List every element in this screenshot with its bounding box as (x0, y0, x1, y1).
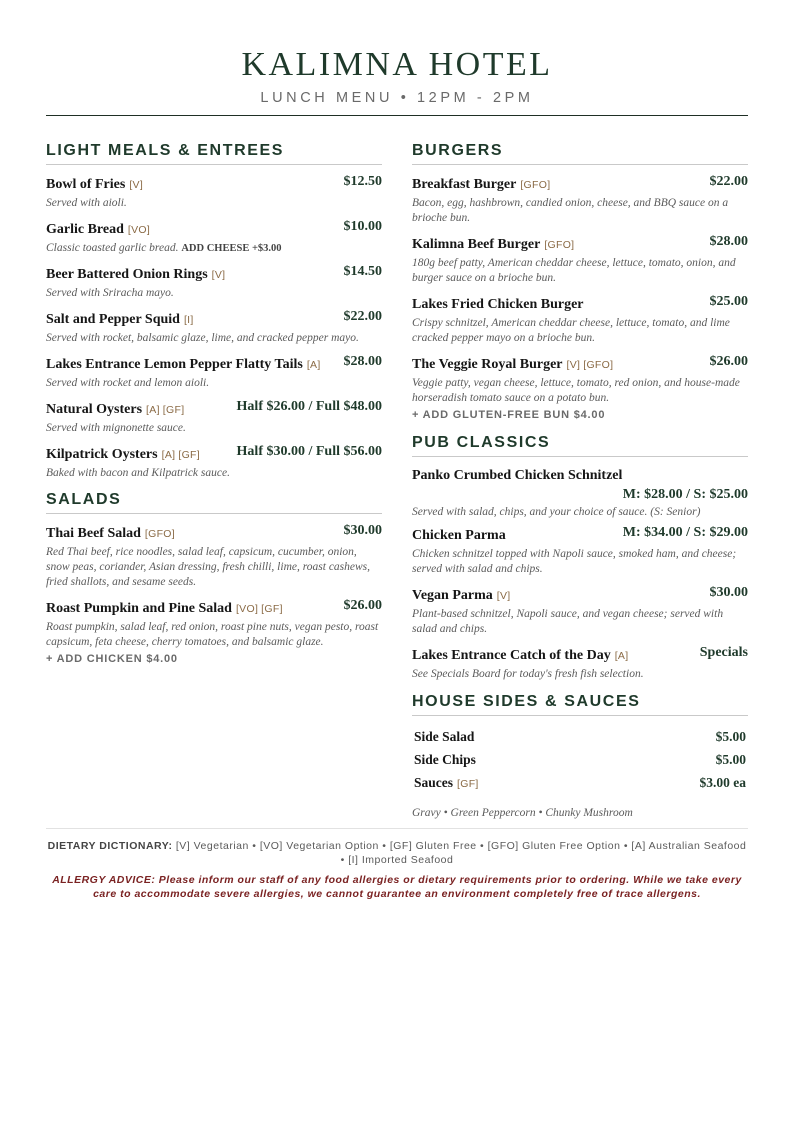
section-divider (412, 715, 748, 716)
sides-table (412, 729, 748, 819)
sauce-list: Gravy • Green Peppercorn • Chunky Mushroom (412, 807, 633, 819)
dietary-tag: [GF] (162, 404, 185, 416)
menu-item (412, 236, 748, 286)
dietary-tag: [VO] (127, 224, 151, 236)
item-price: Specials (699, 645, 748, 660)
dietary-tag: [A] (306, 359, 321, 371)
allergy-advice: ALLERGY ADVICE: Please inform our staff of any food allergies or dietary requirements prior to ordering. While we take every care to accommodate severe allergies, we cannot guarantee an environment completely free of trace allergens. (52, 874, 742, 900)
section-house-sides (412, 692, 748, 819)
dietary-tag: [GFO] (544, 239, 575, 251)
item-price: $25.00 (709, 294, 748, 309)
menu-item (412, 296, 748, 346)
item-price: $12.50 (343, 174, 382, 189)
dietary-tag: [GFO] (520, 179, 551, 191)
section-salads (46, 490, 382, 665)
dietary-tag: [GF] (261, 603, 283, 615)
dietary-tag: [V] (566, 359, 581, 371)
dietary-dictionary (46, 839, 748, 867)
item-name: Kalimna Beef Burger (412, 237, 541, 252)
add-gluten-free-bun-note: + ADD GLUTEN-FREE BUN $4.00 (412, 409, 606, 421)
dietary-tag: [VO] (235, 603, 259, 615)
side-name: Side Chips (414, 752, 476, 767)
item-name: Breakfast Burger (412, 177, 517, 192)
section-divider (412, 164, 748, 165)
item-description: Served with mignonette sauce. (46, 422, 186, 434)
item-description: 180g beef patty, American cheddar cheese, lettuce, tomato, onion, and burger sauce on a brioche bun. (412, 257, 736, 284)
item-price: M: $34.00 / S: $29.00 (622, 525, 748, 540)
menu-item (412, 587, 748, 637)
item-name: Lakes Entrance Catch of the Day (412, 648, 611, 663)
item-description: Served with aioli. (46, 197, 127, 209)
item-description: Bacon, egg, hashbrown, candied onion, cheese, and BBQ sauce on a brioche bun. (412, 197, 729, 224)
menu-item (412, 467, 748, 520)
item-name: The Veggie Royal Burger (412, 357, 563, 372)
item-name: Salt and Pepper Squid (46, 312, 180, 327)
section-burgers (412, 141, 748, 421)
item-description: See Specials Board for today's fresh fish selection. (412, 668, 644, 680)
item-description: Plant-based schnitzel, Napoli sauce, and vegan cheese; served with salad and chips. (412, 608, 724, 635)
dietary-text: [V] Vegetarian • [VO] Vegetarian Option • [GF] Gluten Free • [GFO] Gluten Free Option • [A] Australian Seafood • [I] Imported Seafood (175, 840, 747, 866)
item-name: Garlic Bread (46, 222, 124, 237)
menu-item (46, 266, 382, 301)
item-price: $30.00 (709, 585, 748, 600)
dietary-tag: [I] (183, 314, 194, 326)
item-description: Veggie patty, vegan cheese, lettuce, tomato, red onion, and house-made horseradish tomato sauce on a potato bun. (412, 377, 740, 404)
menu-item (46, 525, 382, 590)
section-light-meals (46, 141, 382, 479)
hotel-title: KALIMNA HOTEL (241, 46, 553, 83)
menu-item (46, 176, 382, 211)
item-price: $22.00 (343, 309, 382, 324)
item-description: Red Thai beef, rice noodles, salad leaf, capsicum, cucumber, onion, snow peas, coriander, Asian dressing, fresh chilli, lime, roast cashews, fried shallots, and sesame seeds. (46, 546, 371, 588)
section-divider (46, 513, 382, 514)
item-name: Panko Crumbed Chicken Schnitzel (412, 468, 623, 483)
item-name: Lakes Entrance Lemon Pepper Flatty Tails (46, 357, 303, 372)
dietary-tag: [A] (146, 404, 160, 416)
section-title: BURGERS (412, 142, 504, 159)
item-price: $28.00 (709, 234, 748, 249)
item-description: Roast pumpkin, salad leaf, red onion, roast pine nuts, vegan pesto, roast capsicum, feta cheese, cherry tomatoes, and balsamic glaze. (46, 621, 379, 648)
dietary-tag: [GF] (457, 778, 479, 790)
menu-item (412, 356, 748, 406)
item-price: $26.00 (343, 598, 382, 613)
menu-item (46, 311, 382, 346)
dietary-tag: [A] (614, 650, 629, 662)
item-price: $30.00 (343, 523, 382, 538)
menu-item (46, 221, 382, 256)
item-price: Half $30.00 / Full $56.00 (236, 444, 382, 459)
sides-row (412, 752, 748, 775)
item-name: Lakes Fried Chicken Burger (412, 297, 584, 312)
item-description: Classic toasted garlic bread. (46, 242, 179, 254)
side-price: $3.00 ea (699, 775, 746, 790)
section-pub-classics (412, 433, 748, 680)
section-divider (46, 164, 382, 165)
add-chicken-note: + ADD CHICKEN $4.00 (46, 653, 178, 665)
item-name: Beer Battered Onion Rings (46, 267, 208, 282)
dietary-tag: [GFO] (583, 359, 614, 371)
header-divider (46, 115, 748, 116)
footer (46, 828, 748, 901)
item-description: Served with rocket, balsamic glaze, lime, and cracked pepper mayo. (46, 332, 359, 344)
side-price: $5.00 (715, 729, 746, 744)
menu-subtitle: LUNCH MENU • 12PM - 2PM (260, 90, 534, 106)
dietary-tag: [GF] (178, 449, 200, 461)
section-divider (412, 456, 748, 457)
dietary-tag: [V] (496, 590, 511, 602)
item-price: Half $26.00 / Full $48.00 (236, 399, 382, 414)
dietary-label: DIETARY DICTIONARY: (47, 840, 173, 852)
menu-item (412, 176, 748, 226)
menu-item (46, 401, 382, 436)
section-title: LIGHT MEALS & ENTREES (46, 142, 285, 159)
item-price: M: $28.00 / S: $25.00 (622, 487, 748, 502)
item-name: Thai Beef Salad (46, 526, 141, 541)
menu-item (46, 446, 382, 481)
item-name: Natural Oysters (46, 402, 143, 417)
side-price: $5.00 (715, 752, 746, 767)
item-price: $14.50 (343, 264, 382, 279)
item-name: Roast Pumpkin and Pine Salad (46, 601, 232, 616)
dietary-tag: [V] (129, 179, 144, 191)
menu-item (46, 600, 382, 650)
item-price: $22.00 (709, 174, 748, 189)
section-title: SALADS (46, 491, 122, 508)
item-description: Crispy schnitzel, American cheddar cheese, lettuce, tomato, and lime cracked pepper mayo on a brioche bun. (412, 317, 730, 344)
item-description: Baked with bacon and Kilpatrick sauce. (46, 467, 230, 479)
section-title: HOUSE SIDES & SAUCES (412, 693, 641, 710)
item-name: Bowl of Fries (46, 177, 126, 192)
item-price: $10.00 (343, 219, 382, 234)
dietary-tag: [V] (211, 269, 226, 281)
item-name: Chicken Parma (412, 528, 506, 543)
section-title: PUB CLASSICS (412, 434, 551, 451)
item-description: Served with salad, chips, and your choice of sauce. (S: Senior) (412, 506, 701, 518)
item-name: Vegan Parma (412, 588, 493, 603)
dietary-tag: [GFO] (144, 528, 175, 540)
item-name: Kilpatrick Oysters (46, 447, 158, 462)
sides-row (412, 775, 748, 798)
menu-item (412, 527, 748, 577)
side-name: Side Salad (414, 729, 475, 744)
add-cheese-note: ADD CHEESE +$3.00 (181, 243, 282, 254)
menu-item (46, 356, 382, 391)
sides-row (412, 729, 748, 752)
dietary-tag: [A] (161, 449, 176, 461)
item-price: $26.00 (709, 354, 748, 369)
item-description: Chicken schnitzel topped with Napoli sauce, smoked ham, and cheese; served with salad and chips. (412, 548, 737, 575)
side-name: Sauces (414, 775, 454, 790)
item-description: Served with rocket and lemon aioli. (46, 377, 210, 389)
item-price: $28.00 (343, 354, 382, 369)
item-description: Served with Sriracha mayo. (46, 287, 174, 299)
menu-item (412, 647, 748, 682)
